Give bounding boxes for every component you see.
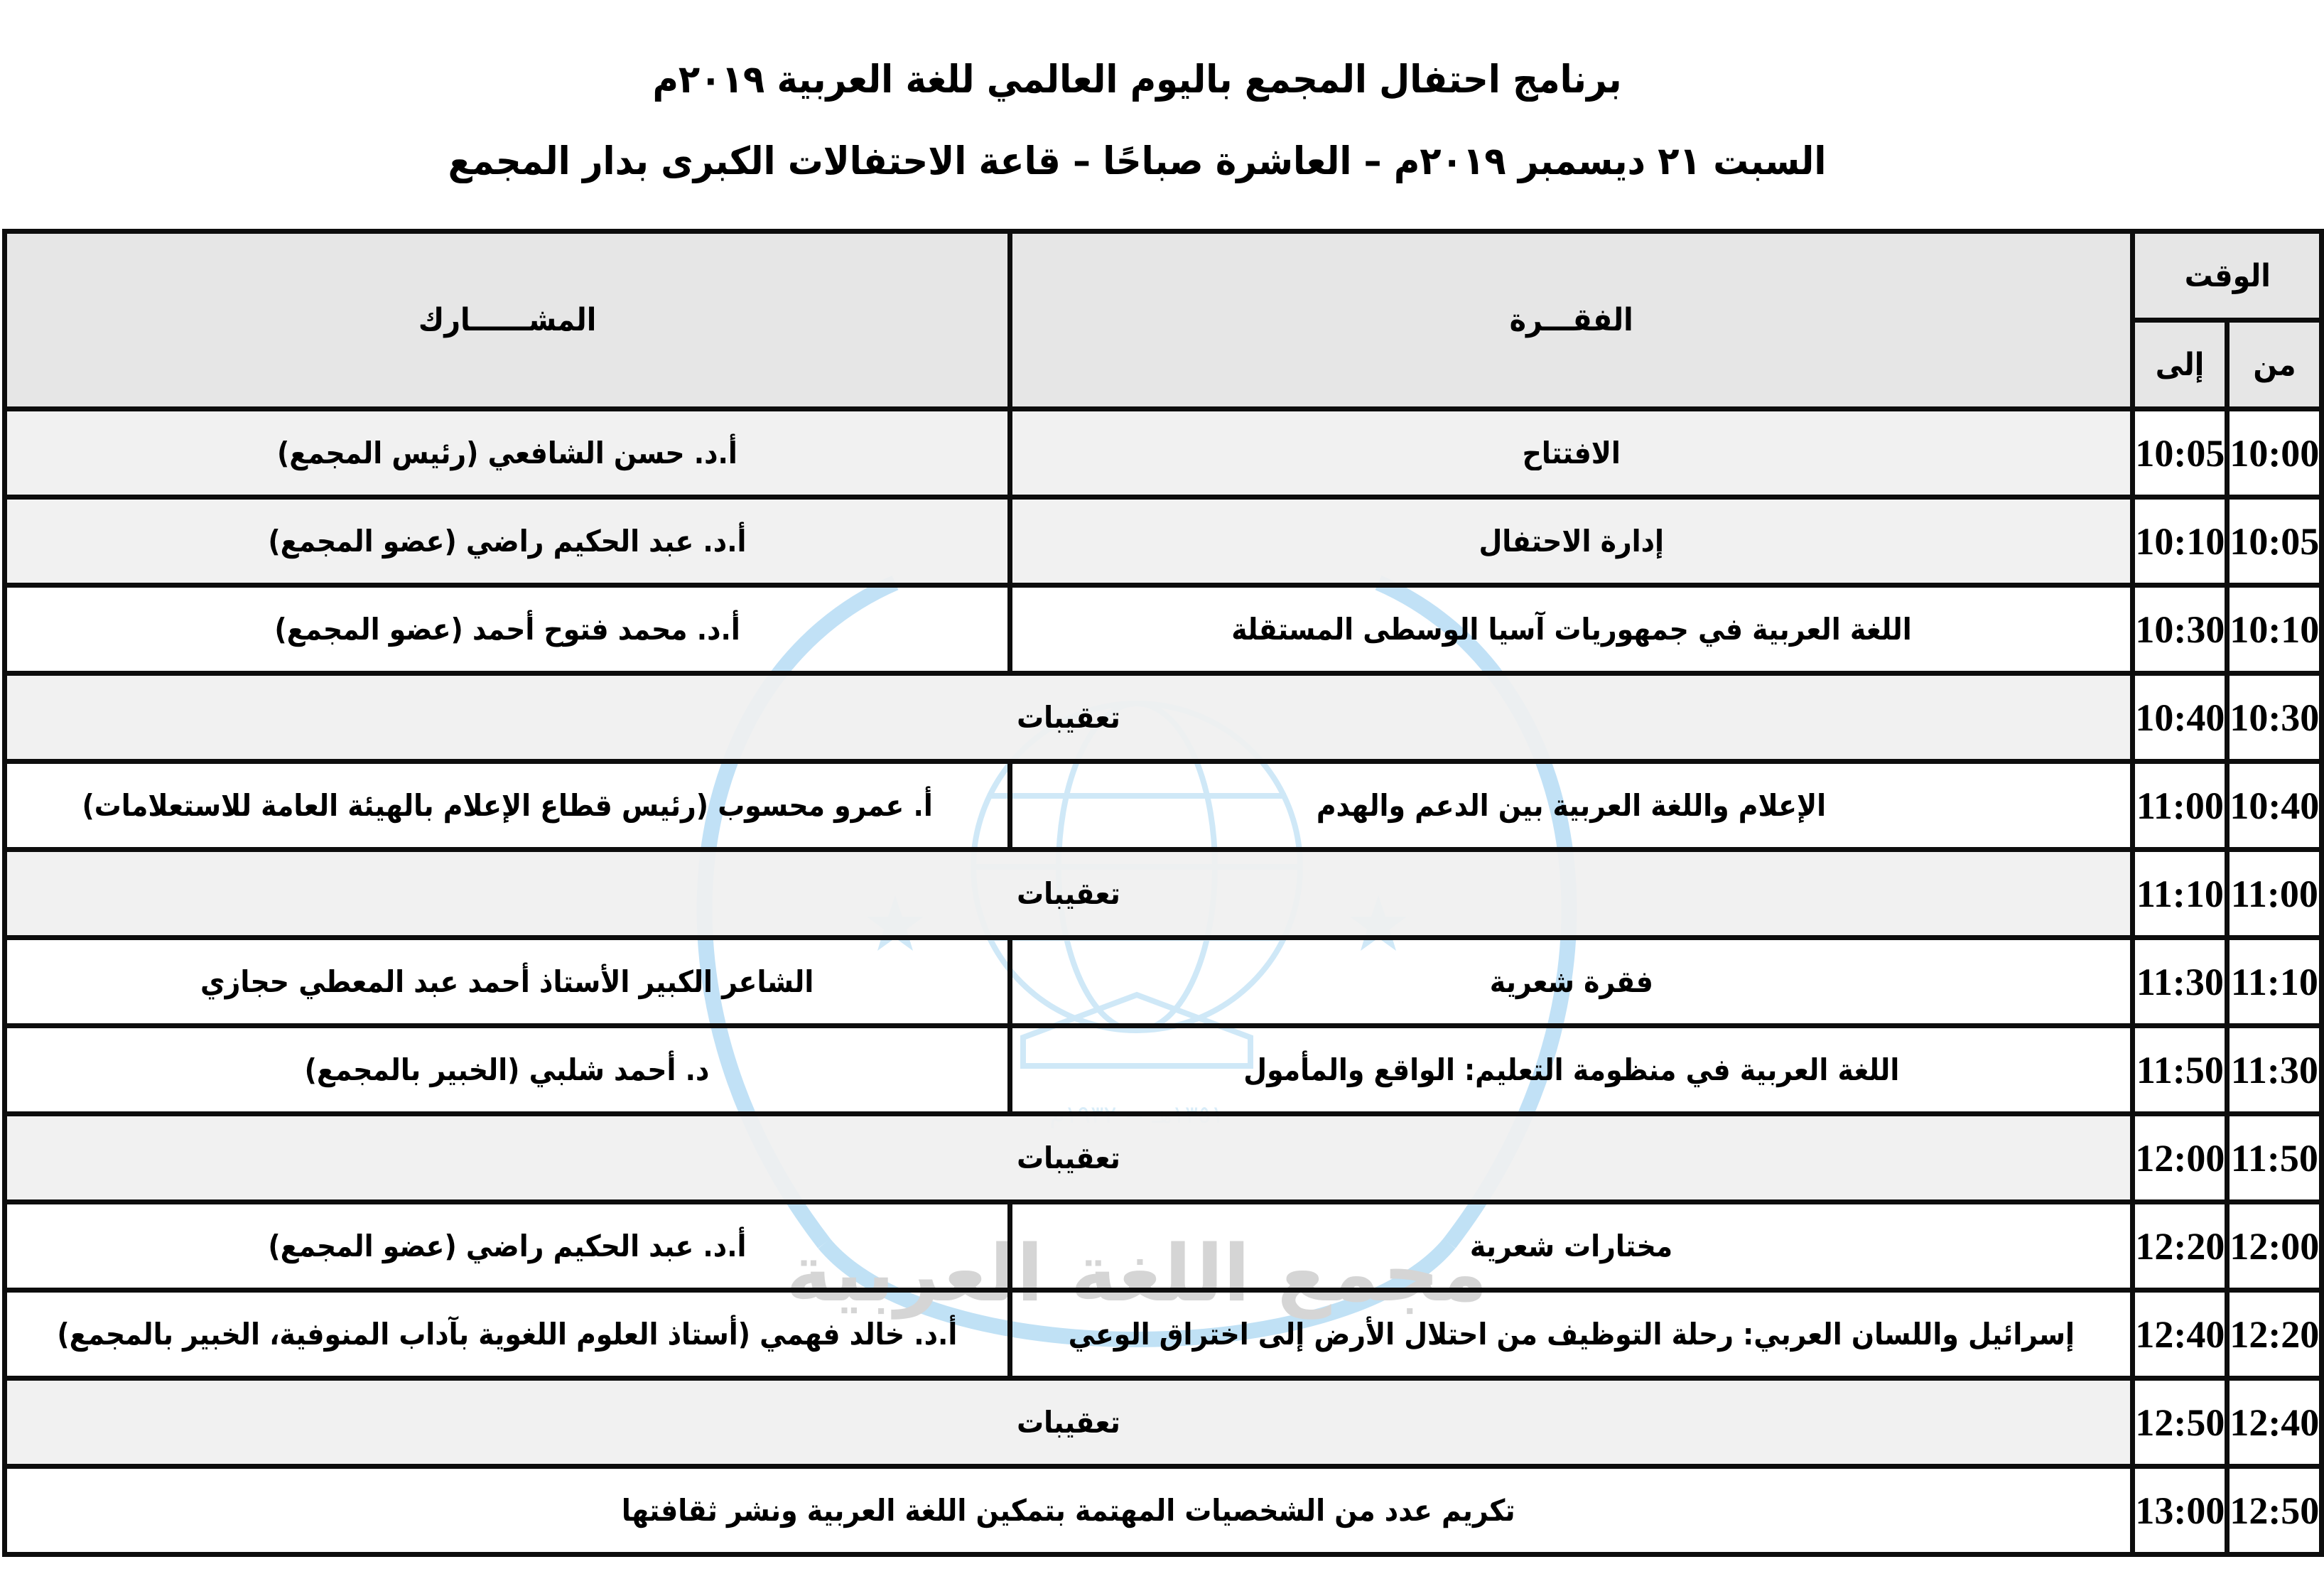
header-participant: المشــــــارك [5,232,1010,409]
item-text: الإعلام واللغة العربية بين الدعم والهدم [1316,788,1827,823]
time-from-cell: 10:00 [2227,409,2322,497]
participant-text: أ.د. حسن الشافعي (رئيس المجمع) [276,436,737,470]
item-cell [1010,1026,2133,1114]
time-from-cell: 12:50 [2227,1467,2322,1555]
item-text: إدارة الاحتفال [1479,524,1664,559]
item-text: الافتتاح [1522,436,1621,470]
table-row [5,497,2322,586]
merged-cell [5,1379,2133,1467]
participant-cell [5,586,1010,674]
time-to-cell: 12:20 [2133,1202,2227,1290]
time-from-cell: 11:30 [2227,1026,2322,1114]
merged-text: تكريم عدد من الشخصيات المهتمة بتمكين اللغة العربية ونشر ثقافتها [622,1493,1516,1528]
participant-text: د. أحمد شلبي (الخبير بالمجمع) [304,1052,710,1087]
item-cell [1010,409,2133,497]
time-to-cell: 13:00 [2133,1467,2227,1555]
merged-text: تعقيبات [1017,1141,1121,1175]
participant-cell [5,1290,1010,1379]
participant-cell [5,497,1010,586]
time-to-cell: 12:40 [2133,1290,2227,1379]
time-from-cell: 11:50 [2227,1114,2322,1202]
table-header-row [5,232,2322,320]
item-cell [1010,762,2133,850]
time-from-cell: 11:10 [2227,938,2322,1026]
table-row [5,1202,2322,1290]
merged-cell [5,850,2133,938]
time-to-cell: 12:00 [2133,1114,2227,1202]
time-from-cell: 10:30 [2227,674,2322,762]
header-item: الفقـــرة [1010,232,2133,409]
participant-text: أ.د. محمد فتوح أحمد (عضو المجمع) [274,612,740,647]
header-from: من [2227,320,2322,409]
participant-cell [5,409,1010,497]
merged-cell [5,1467,2133,1555]
table-row [5,762,2322,850]
table-row [5,938,2322,1026]
item-cell [1010,1290,2133,1379]
time-to-cell: 10:05 [2133,409,2227,497]
time-to-cell: 11:30 [2133,938,2227,1026]
merged-cell [5,1114,2133,1202]
participant-cell [5,938,1010,1026]
time-from-cell: 10:05 [2227,497,2322,586]
time-from-cell: 12:40 [2227,1379,2322,1467]
participant-text: أ. عمرو محسوب (رئيس قطاع الإعلام بالهيئة العامة للاستعلامات) [82,788,933,823]
time-from-cell: 11:00 [2227,850,2322,938]
time-to-cell: 10:30 [2133,586,2227,674]
table-row [5,586,2322,674]
participant-text: الشاعر الكبير الأستاذ أحمد عبد المعطي حجازي [200,964,814,999]
participant-text: أ.د. عبد الحكيم راضي (عضو المجمع) [268,1229,747,1263]
item-text: إسرائيل واللسان العربي: رحلة التوظيف من احتلال الأرض إلى اختراق الوعي [1068,1317,2075,1352]
participant-text: أ.د. خالد فهمي (أستاذ العلوم اللغوية بآداب المنوفية، الخبير بالمجمع) [57,1317,958,1352]
item-text: مختارات شعرية [1469,1229,1673,1263]
participant-cell [5,1026,1010,1114]
time-from-cell: 10:40 [2227,762,2322,850]
time-from-cell: 10:10 [2227,586,2322,674]
table-row [5,1467,2322,1555]
table-row [5,1379,2322,1467]
schedule-table [2,229,2324,1557]
item-cell [1010,938,2133,1026]
time-to-cell: 12:50 [2133,1379,2227,1467]
merged-cell [5,674,2133,762]
item-text: اللغة العربية في جمهوريات آسيا الوسطى المستقلة [1231,612,1912,647]
header-time: الوقت [2133,232,2322,320]
time-to-cell: 11:00 [2133,762,2227,850]
merged-text: تعقيبات [1017,700,1121,735]
participant-cell [5,1202,1010,1290]
table-row [5,409,2322,497]
time-to-cell: 11:50 [2133,1026,2227,1114]
participant-cell [5,762,1010,850]
time-from-cell: 12:20 [2227,1290,2322,1379]
item-cell [1010,1202,2133,1290]
header-to: إلى [2133,320,2227,409]
seal-org-name: مجمع اللغة العربية [785,1228,1488,1319]
page-title: برنامج احتفال المجمع باليوم العالمي للغة العربية ٢٠١٩م [652,57,1622,102]
participant-text: أ.د. عبد الحكيم راضي (عضو المجمع) [268,524,747,559]
item-cell [1010,586,2133,674]
item-cell [1010,497,2133,586]
item-text: فقرة شعرية [1489,964,1653,999]
table-row [5,1114,2322,1202]
time-to-cell: 10:40 [2133,674,2227,762]
time-to-cell: 11:10 [2133,850,2227,938]
table-row [5,674,2322,762]
table-row [5,850,2322,938]
table-row [5,1026,2322,1114]
time-from-cell: 12:00 [2227,1202,2322,1290]
merged-text: تعقيبات [1017,1405,1121,1440]
item-text: اللغة العربية في منظومة التعليم: الواقع والمأمول [1243,1052,1900,1087]
merged-text: تعقيبات [1017,876,1121,911]
time-to-cell: 10:10 [2133,497,2227,586]
page-subtitle: السبت ٢١ ديسمبر ٢٠١٩م – العاشرة صباحًا – قاعة الاحتفالات الكبرى بدار المجمع [448,139,1827,183]
table-row [5,1290,2322,1379]
